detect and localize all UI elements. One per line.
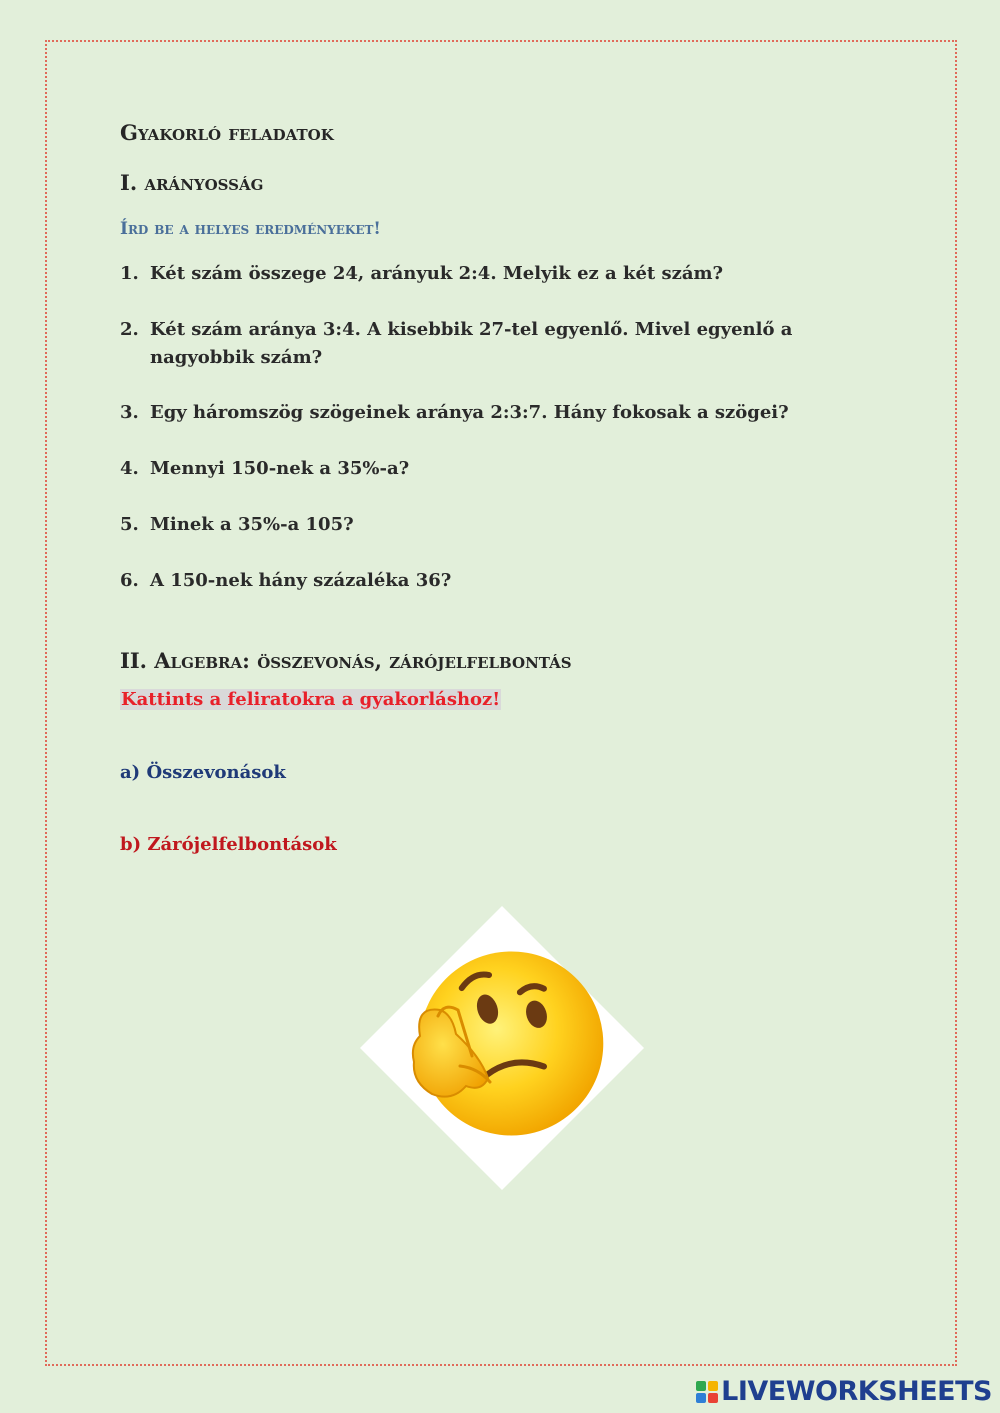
link-expanding-brackets[interactable]: b) Zárójelfelbontások [120, 834, 337, 855]
task-text: Egy háromszög szögeinek aránya 2:3:7. Hány fokosak a szögei? [150, 402, 789, 423]
task-number: 1. [120, 263, 139, 284]
task-text: A 150-nek hány százaléka 36? [150, 570, 452, 591]
task-item [120, 455, 890, 483]
task-item [120, 511, 890, 539]
task-item [120, 316, 890, 372]
link-merging-terms[interactable]: a) Összevonások [120, 762, 286, 783]
thinking-face-icon [360, 906, 644, 1190]
instruction-text: Írd be a helyes eredményeket! [120, 219, 381, 239]
page-title: Gyakorló feladatok [120, 120, 334, 145]
task-item [120, 260, 890, 288]
logo-text: LIVEWORKSHEETS [721, 1376, 992, 1407]
task-text: Mennyi 150-nek a 35%-a? [150, 458, 410, 479]
section-heading-proportion: I. arányosság [120, 170, 264, 195]
task-number: 6. [120, 570, 139, 591]
task-text: Minek a 35%-a 105? [150, 514, 354, 535]
task-text: Két szám összege 24, arányuk 2:4. Melyik ez a két szám? [150, 263, 724, 284]
task-item [120, 399, 890, 427]
task-number: 5. [120, 514, 139, 535]
task-number: 3. [120, 402, 139, 423]
task-item [120, 567, 890, 595]
click-instruction: Kattints a feliratokra a gyakorláshoz! [121, 689, 501, 710]
task-text: Két szám aránya 3:4. A kisebbik 27-tel egyenlő. Mivel egyenlő a nagyobbik szám? [150, 319, 793, 368]
task-number: 4. [120, 458, 139, 479]
section-heading-algebra: II. Algebra: összevonás, zárójelfelbontás [120, 648, 572, 673]
task-number: 2. [120, 319, 139, 340]
liveworksheets-logo-icon [696, 1381, 718, 1403]
liveworksheets-logo[interactable] [696, 1376, 992, 1407]
